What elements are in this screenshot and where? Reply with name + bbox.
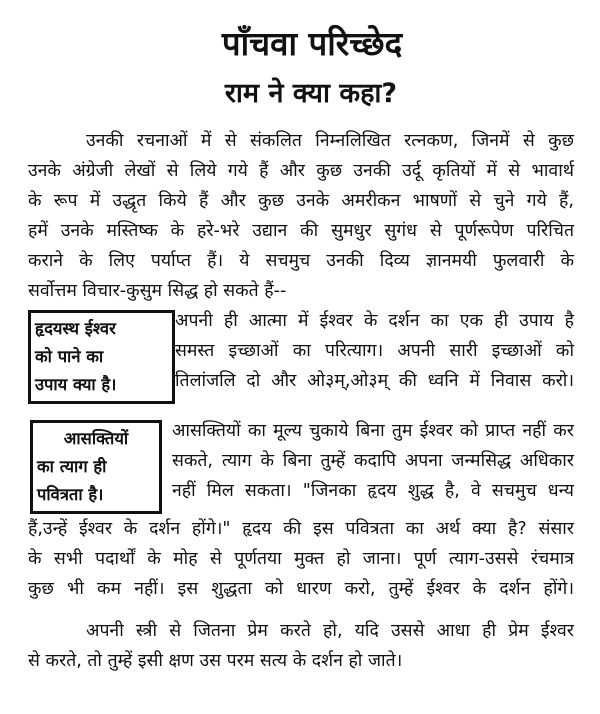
text-line: से करते, तो तुम्हें इसी क्षण उस परम सत्य के दर्शन हो जाते। (28, 651, 403, 671)
text-line: नहीं मिल सकता। "जिनका हृदय शुद्ध है, वे सचमुच धन्य (172, 481, 574, 501)
margin-note-box (30, 420, 162, 514)
chapter-title: पाँचवा परिच्छेद (221, 24, 403, 63)
margin-note-line: पवित्रता है। (37, 485, 104, 504)
section-continuation (28, 514, 574, 604)
text-line: तिलांजलि दो और ओ३म्,ओ३म् की ध्वनि में निवास करो। (175, 371, 574, 391)
chapter-subtitle: राम ने क्या कहा? (224, 78, 398, 109)
text-line: के सभी पदार्थों के मोह से पूर्णतया मुक्त हो जाना। पूर्ण त्याग-उससे रंचमात्र (28, 549, 574, 569)
margin-note-line: का त्याग ही (37, 457, 107, 476)
text-line: सकते, त्याग के बिना तुम्हें कदापि अपना जन्मसिद्ध अधिकार (172, 451, 574, 471)
margin-note-box (28, 310, 175, 404)
text-line: सर्वोत्तम विचार-कुसुम सिद्ध हो सकते हैं-- (28, 281, 287, 301)
text-line: उनके अंग्रेजी लेखों से लिये गये हैं और कुछ उनकी उर्दू कृतियों में से भावार्थ (28, 161, 574, 181)
margin-note-line: आसक्तियों (63, 429, 129, 448)
text-line: हैं,उन्हें ईश्वर के दर्शन होंगे।" हृदय की इस पवित्रता का अर्थ क्या है? संसार (28, 519, 574, 539)
section-text (175, 306, 574, 396)
section-text (172, 416, 574, 506)
text-line: हमें उनके मस्तिष्क के हरे-भरे उद्यान की सुमधुर सुगंध से पूर्णरूपेण परिचित (28, 221, 574, 241)
margin-note-line: हृदयस्थ ईश्वर (35, 319, 116, 338)
section-detachment-purity (28, 416, 574, 514)
intro-paragraph (28, 126, 574, 306)
text-line: अपनी स्त्री से जितना प्रेम करते हो, यदि उससे आधा ही प्रेम ईश्वर (86, 621, 574, 641)
text-line: उनकी रचनाओं में से संकलित निम्नलिखित रत्नकण, जिनमें से कुछ (86, 131, 574, 151)
closing-paragraph (28, 616, 574, 676)
text-line: कराने के लिए पर्याप्त हैं। ये सचमुच उनकी दिव्य ज्ञानमयी फुलवारी के (28, 251, 574, 271)
section-desire-renunciation (28, 306, 574, 404)
margin-note-line: उपाय क्या है। (35, 375, 117, 394)
margin-note-line: को पाने का (35, 347, 104, 366)
text-line: आसक्तियों का मूल्य चुकाये बिना तुम ईश्वर को प्राप्त नहीं कर (172, 421, 574, 441)
text-line: समस्त इच्छाओं का परित्याग। अपनी सारी इच्छाओं को (175, 341, 574, 361)
text-line: के रूप में उद्धृत किये हैं और कुछ उनके अमरीकन भाषणों से चुने गये हैं, (28, 191, 574, 211)
text-line: कुछ भी कम नहीं। इस शुद्धता को धारण करो, तुम्हें ईश्वर के दर्शन होंगे। (28, 579, 574, 599)
text-line: अपनी ही आत्मा में ईश्वर के दर्शन का एक ही उपाय है (175, 311, 574, 331)
